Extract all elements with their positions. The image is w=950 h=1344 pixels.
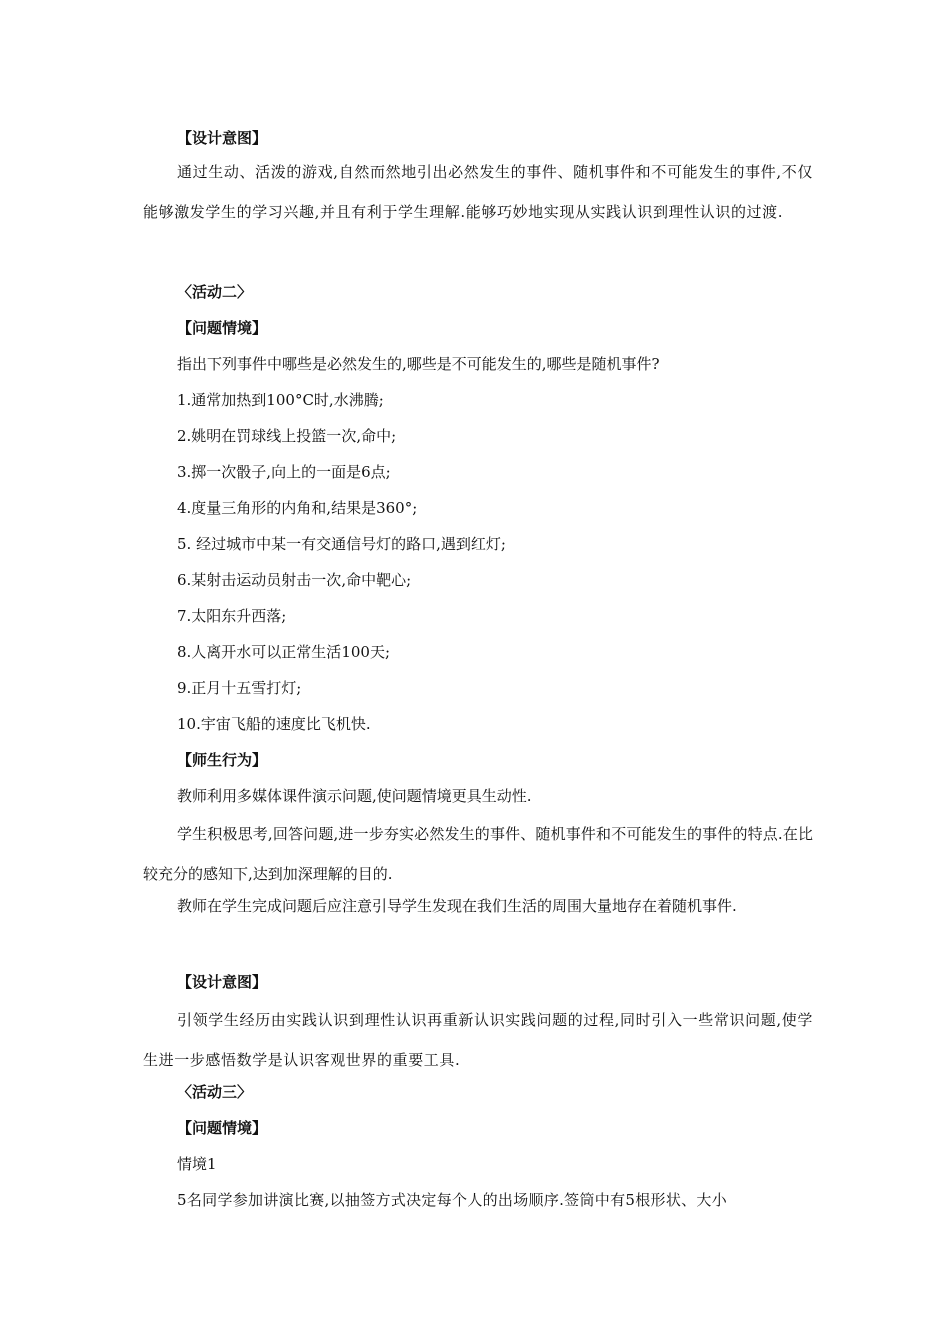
list-item: 3.掷一次骰子,向上的一面是6点;	[177, 463, 391, 481]
teacher-student-behavior-heading: 【师生行为】	[177, 751, 268, 769]
behavior-paragraph-3: 教师在学生完成问题后应注意引导学生发现在我们生活的周围大量地存在着随机事件.	[177, 897, 737, 915]
problem-intro: 指出下列事件中哪些是必然发生的,哪些是不可能发生的,哪些是随机事件?	[177, 355, 660, 373]
scenario-text: 5名同学参加讲演比赛,以抽签方式决定每个人的出场顺序.签筒中有5根形状、大小	[177, 1191, 728, 1209]
design-intent-heading: 【设计意图】	[177, 129, 268, 147]
list-item: 10.宇宙飞船的速度比飞机快.	[177, 715, 371, 733]
list-item: 9.正月十五雪打灯;	[177, 679, 302, 697]
problem-situation-heading: 【问题情境】	[177, 319, 268, 337]
activity-two-title: 〈活动二〉	[177, 283, 253, 301]
list-item: 7.太阳东升西落;	[177, 607, 287, 625]
list-item: 8.人离开水可以正常生活100天;	[177, 643, 390, 661]
design-intent-heading-2: 【设计意图】	[177, 973, 268, 991]
list-item: 6.某射击运动员射击一次,命中靶心;	[177, 571, 412, 589]
design-intent-paragraph: 通过生动、活泼的游戏,自然而然地引出必然发生的事件、随机事件和不可能发生的事件,不仅能够激发学生的学习兴趣,并且有利于学生理解.能够巧妙地实现从实践认识到理性认识的过渡.	[143, 163, 813, 221]
scenario-label: 情境1	[177, 1155, 217, 1173]
behavior-paragraph-2: 学生积极思考,回答问题,进一步夯实必然发生的事件、随机事件和不可能发生的事件的特点.在比较充分的感知下,达到加深理解的目的.	[143, 825, 813, 883]
design-intent-paragraph-2: 引领学生经历由实践认识到理性认识再重新认识实践问题的过程,同时引入一些常识问题,使学生进一步感悟数学是认识客观世界的重要工具.	[143, 1011, 813, 1069]
activity-three-title: 〈活动三〉	[177, 1083, 253, 1101]
list-item: 5. 经过城市中某一有交通信号灯的路口,遇到红灯;	[177, 535, 506, 553]
problem-situation-heading-2: 【问题情境】	[177, 1119, 268, 1137]
list-item: 2.姚明在罚球线上投篮一次,命中;	[177, 427, 397, 445]
list-item: 1.通常加热到100°C时,水沸腾;	[177, 391, 384, 409]
behavior-paragraph-1: 教师利用多媒体课件演示问题,使问题情境更具生动性.	[177, 787, 532, 805]
list-item: 4.度量三角形的内角和,结果是360°;	[177, 499, 418, 517]
